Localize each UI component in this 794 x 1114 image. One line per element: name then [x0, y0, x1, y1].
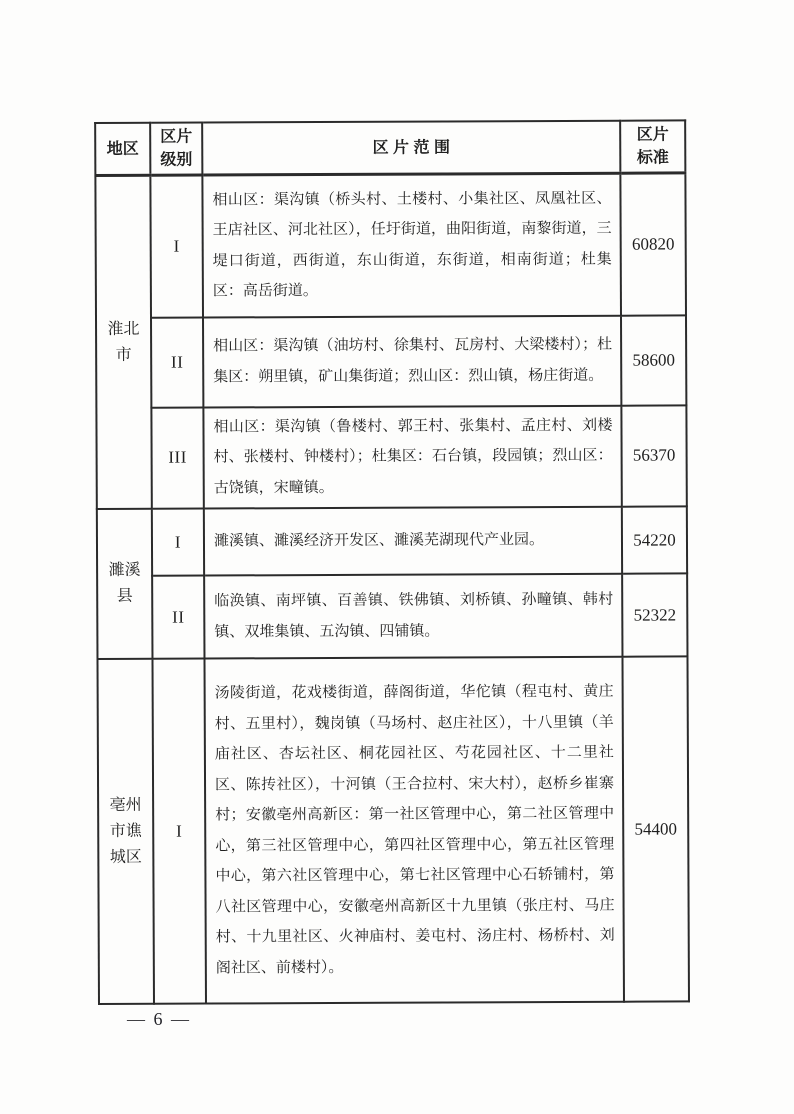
column-header-region: 地区 — [95, 123, 150, 176]
zone-standard-cell: 54400 — [622, 656, 689, 1001]
zone-level-cell: I — [152, 509, 204, 576]
page-number: — 6 — — [127, 1009, 191, 1029]
zone-standard-cell: 56370 — [621, 405, 686, 507]
table-row — [97, 656, 688, 1004]
zone-scope-cell: 汤陵街道，花戏楼街道，薛阁街道，华佗镇（程屯村、黄庄村、五里村），魏岗镇（马场村、赵庄社区），十八里镇（羊庙社区、杏坛社区、桐花园社区、芍花园社区、十二里社区、陈抟社区），十河镇（王合拉村、宋大村），赵桥乡崔寨村；安徽亳州高新区：第一社区管理中心，第二社区管理中心，第三社区管理中心，第四社区管理中心，第五社区管理中心，第六社区管理中心，第七社区管理中心石轿铺村，第八社区管理中心，安徽亳州高新区十九里镇（张庄村、马庄村、十九里社区、火神庙村、姜屯村、汤庄村、杨桥村、刘阁社区、前楼村）。 — [204, 657, 624, 1004]
column-header-zone-standard: 区片 标准 — [620, 120, 685, 173]
table-header-row — [95, 120, 685, 175]
zone-scope-cell: 临涣镇、南坪镇、百善镇、铁佛镇、刘桥镇、孙疃镇、韩村镇、双堆集镇、五沟镇、四铺镇。 — [204, 574, 622, 659]
table-row — [96, 315, 686, 408]
column-header-zone-level: 区片 级别 — [150, 123, 202, 176]
region-cell: 亳州市谯城区 — [97, 659, 154, 1004]
zone-compensation-table — [94, 119, 690, 1005]
zone-scope-cell: 相山区：渠沟镇（桥头村、土楼村、小集社区、凤凰社区、王店社区、河北社区），任圩街道，曲阳街道，南黎街道，三堤口街道，西街道，东山街道，东街道，相南街道；杜集区：高岳街道。 — [202, 173, 621, 317]
zone-standard-cell: 52322 — [622, 573, 687, 656]
zone-standard-cell: 58600 — [621, 315, 686, 405]
zone-level-cell: II — [151, 317, 203, 407]
zone-scope-cell: 相山区：渠沟镇（油坊村、徐集村、瓦房村、大梁楼村）；杜集区：朔里镇，矿山集街道；烈山区：烈山镇，杨庄街道。 — [203, 315, 621, 407]
zone-compensation-table-wrapper — [94, 119, 690, 1005]
zone-scope-cell: 相山区：渠沟镇（鲁楼村、郭王村、张集村、孟庄村、刘楼村、张楼村、钟楼村）；杜集区：石台镇，段园镇；烈山区：古饶镇，宋疃镇。 — [203, 405, 621, 508]
zone-standard-cell: 54220 — [622, 506, 687, 573]
region-cell: 濉溪县 — [97, 509, 153, 659]
column-header-zone-scope: 区 片 范 围 — [202, 121, 620, 175]
zone-level-cell: I — [150, 175, 203, 317]
region-cell: 淮北市 — [95, 175, 151, 509]
zone-scope-cell: 濉溪镇、濉溪经济开发区、濉溪芜湖现代产业园。 — [204, 507, 622, 576]
table-row — [96, 405, 686, 509]
table-row — [97, 506, 687, 576]
zone-level-cell: III — [151, 407, 203, 509]
table-body — [95, 173, 689, 1004]
zone-level-cell: II — [152, 576, 204, 659]
zone-level-cell: I — [152, 659, 206, 1004]
table-row — [97, 573, 687, 659]
zone-standard-cell: 60820 — [620, 173, 686, 315]
table-row — [95, 173, 686, 318]
